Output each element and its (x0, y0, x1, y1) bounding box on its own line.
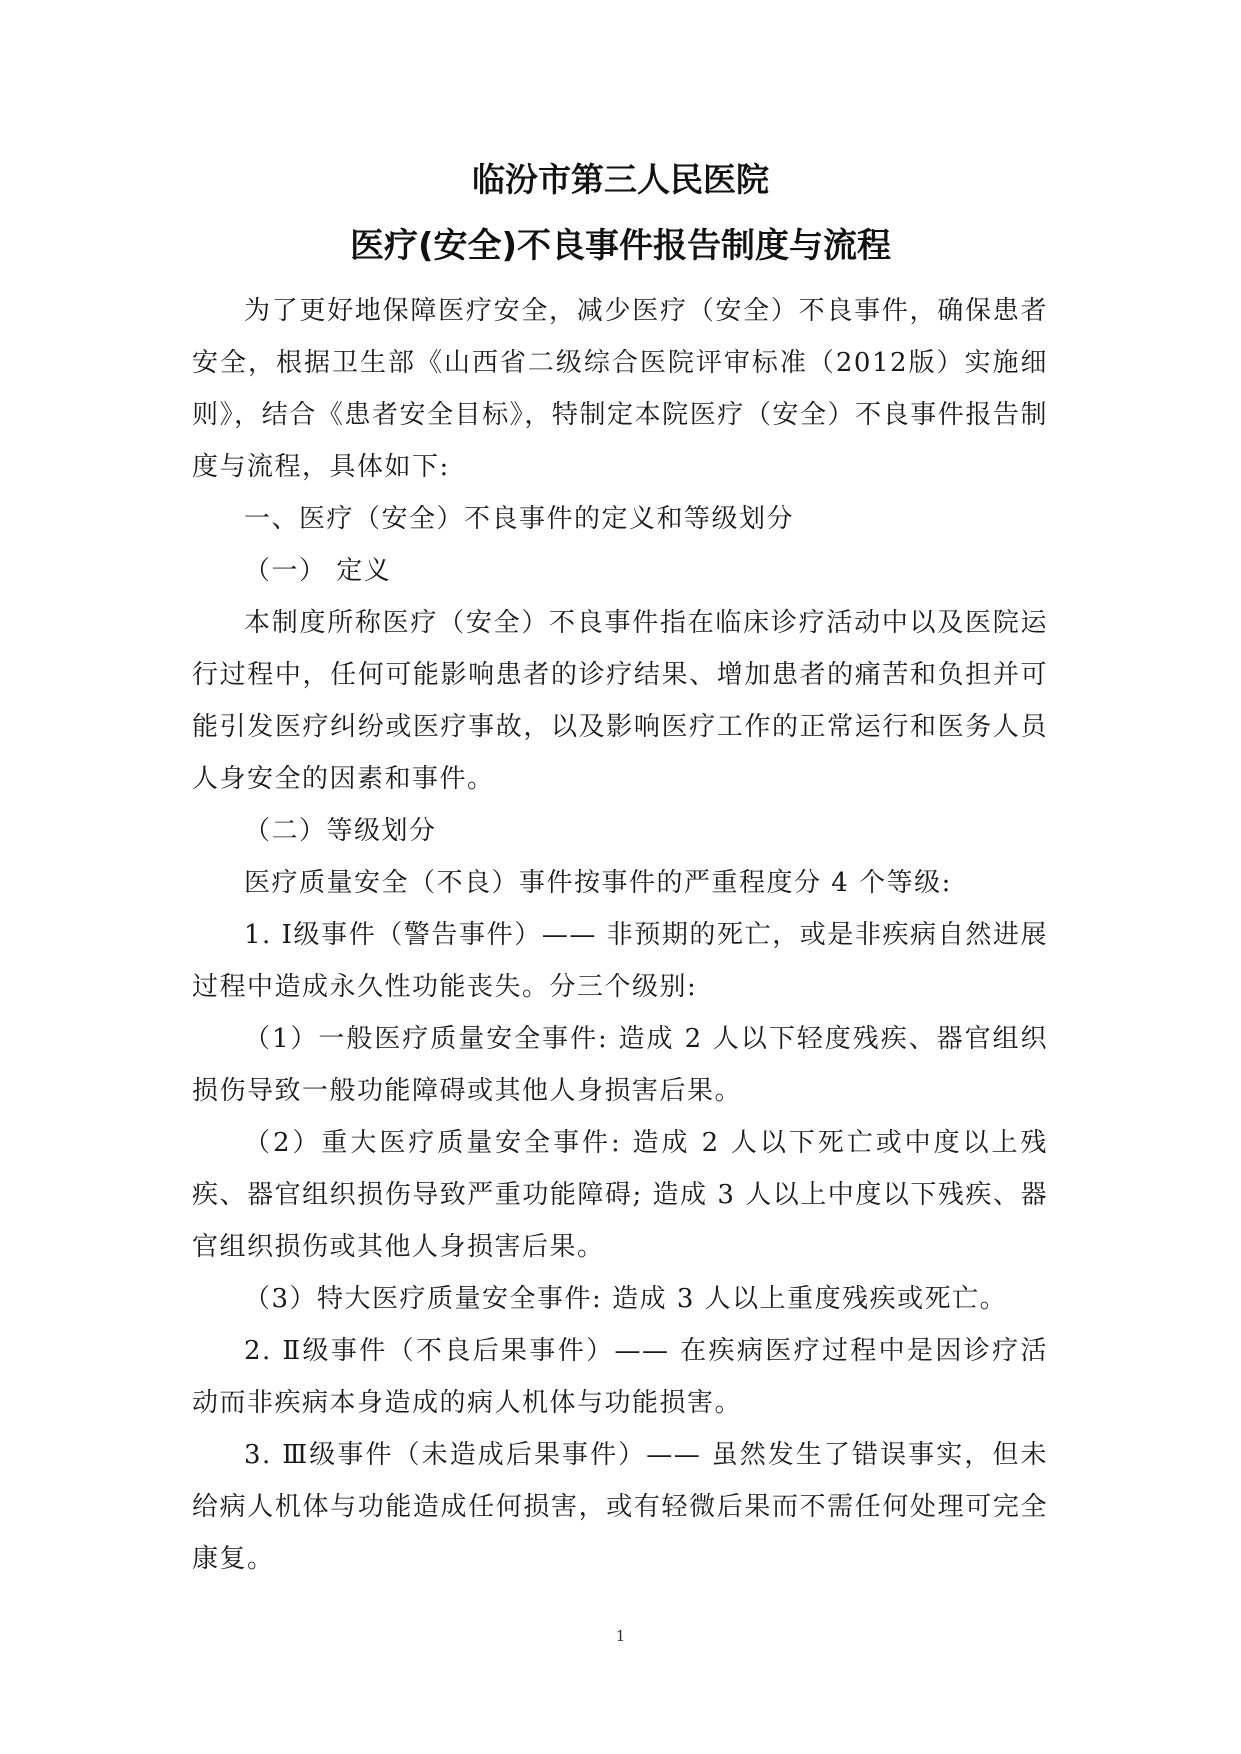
document-body (192, 285, 1048, 1585)
subsection-heading-grading: （二）等级划分 (244, 816, 437, 846)
level-1-event-paragraph: 1. Ⅰ级事件（警告事件）—— 非预期的死亡，或是非疾病自然进展过程中造成永久性功能丧失。分三个级别: (192, 920, 1048, 1002)
subsection-heading-definition: （一） 定义 (244, 556, 392, 586)
page-number: 1 (615, 1627, 626, 1645)
level-1-severe-item: （3）特大医疗质量安全事件: 造成 3 人以上重度残疾或死亡。 (244, 1284, 1008, 1314)
level-3-event-paragraph: 3. Ⅲ级事件（未造成后果事件）—— 虽然发生了错误事实，但未给病人机体与功能造成任何损害，或有轻微后果而不需任何处理可完全康复。 (192, 1440, 1048, 1574)
definition-paragraph: 本制度所称医疗（安全）不良事件指在临床诊疗活动中以及医院运行过程中，任何可能影响患者的诊疗结果、增加患者的痛苦和负担并可能引发医疗纠纷或医疗事故，以及影响医疗工作的正常运行和医务人员人身安全的因素和事件。 (192, 608, 1048, 794)
hospital-name-title: 临汾市第三人民医院 (472, 160, 769, 199)
level-1-general-item: （1）一般医疗质量安全事件: 造成 2 人以下轻度残疾、器官组织损伤导致一般功能障碍或其他人身损害后果。 (192, 1024, 1048, 1106)
document-title: 医疗(安全)不良事件报告制度与流程 (349, 226, 892, 266)
grading-intro-paragraph: 医疗质量安全（不良）事件按事件的严重程度分 4 个等级: (244, 868, 952, 898)
intro-paragraph: 为了更好地保障医疗安全，减少医疗（安全）不良事件，确保患者安全，根据卫生部《山西省二级综合医院评审标准（2012版）实施细则》，结合《患者安全目标》，特制定本院医疗（安全）不良事件报告制度与流程，具体如下: (192, 296, 1048, 482)
level-1-major-item: （2）重大医疗质量安全事件: 造成 2 人以下死亡或中度以上残疾、器官组织损伤导致严重功能障碍; 造成 3 人以上中度以下残疾、器官组织损伤或其他人身损害后果。 (192, 1128, 1048, 1262)
section-heading-1: 一、医疗（安全）不良事件的定义和等级划分 (244, 504, 795, 534)
level-2-event-paragraph: 2. Ⅱ级事件（不良后果事件）—— 在疾病医疗过程中是因诊疗活动而非疾病本身造成的病人机体与功能损害。 (192, 1336, 1048, 1418)
